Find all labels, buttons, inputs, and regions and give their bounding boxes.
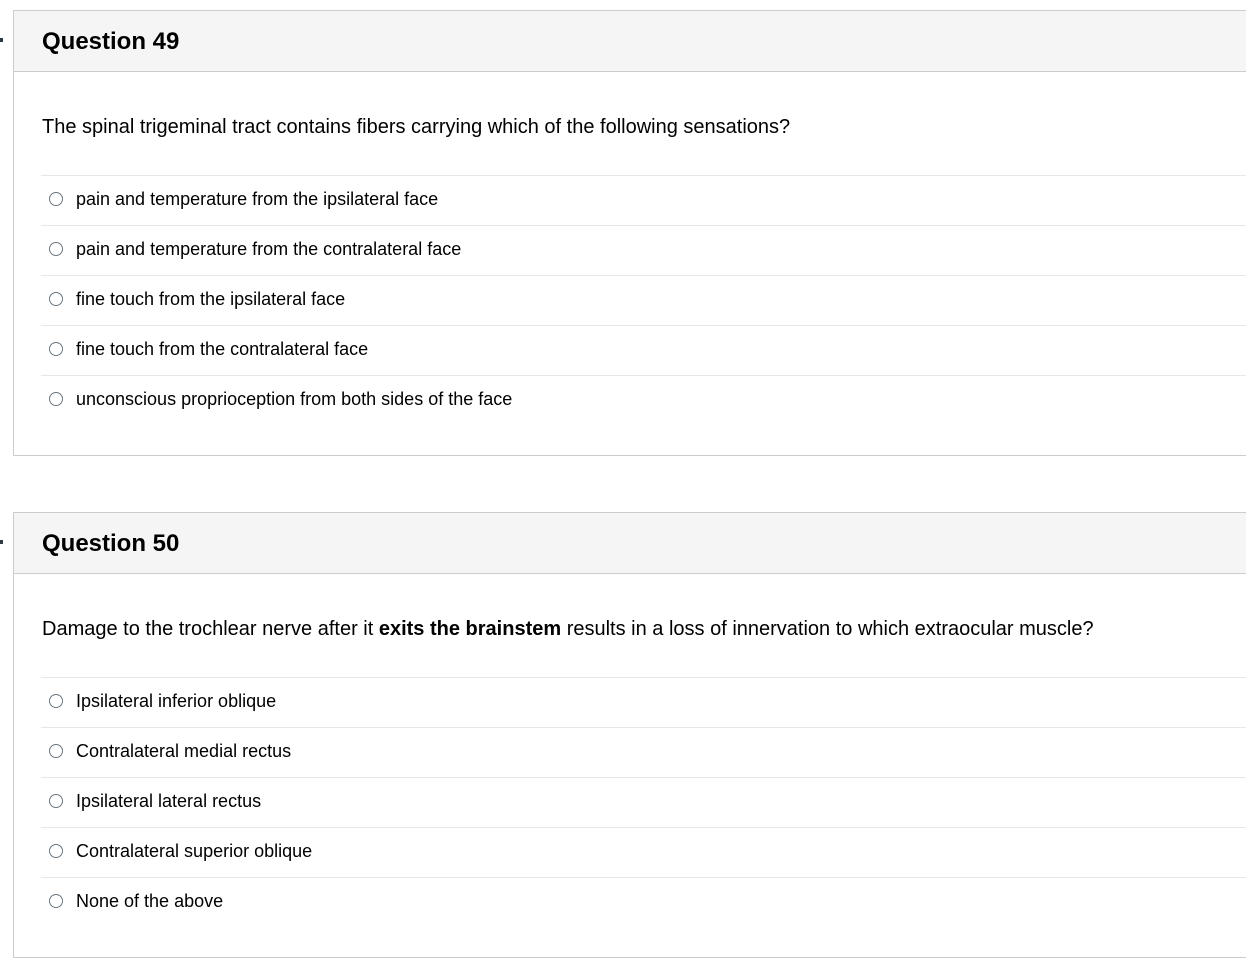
answer-label[interactable]: pain and temperature from the contralateral face bbox=[76, 239, 462, 259]
radio-button[interactable] bbox=[49, 694, 63, 708]
radio-button[interactable] bbox=[49, 794, 63, 808]
question-49-card bbox=[13, 10, 1246, 456]
radio-button[interactable] bbox=[49, 392, 63, 406]
answer-label[interactable]: unconscious proprioception from both sides of the face bbox=[76, 389, 513, 409]
radio-button[interactable] bbox=[49, 292, 63, 306]
question-50-header bbox=[14, 513, 1246, 574]
answer-option[interactable] bbox=[41, 225, 1246, 275]
answer-label[interactable]: fine touch from the contralateral face bbox=[76, 339, 369, 359]
radio-button[interactable] bbox=[49, 894, 63, 908]
answer-label[interactable]: None of the above bbox=[76, 891, 224, 911]
question-49-answers bbox=[41, 175, 1246, 426]
answer-option[interactable] bbox=[41, 677, 1246, 727]
question-49-title: Question 49 bbox=[42, 28, 180, 55]
answer-option[interactable] bbox=[41, 827, 1246, 877]
answer-label[interactable]: Contralateral superior oblique bbox=[76, 841, 313, 861]
question-50-card bbox=[13, 512, 1246, 958]
question-49-text bbox=[42, 114, 790, 140]
question-49-text-part: The spinal trigeminal tract contains fibers carrying which of the following sensations? bbox=[42, 116, 791, 138]
answer-label[interactable]: Ipsilateral inferior oblique bbox=[76, 691, 277, 711]
question-49-edge-marker bbox=[0, 38, 3, 42]
answer-label[interactable]: pain and temperature from the ipsilateral face bbox=[76, 189, 439, 209]
question-50-text bbox=[42, 616, 1094, 642]
question-50-text-part: results in a loss of innervation to which extraocular muscle? bbox=[561, 618, 1094, 640]
question-50-answers bbox=[41, 677, 1246, 928]
question-50-title: Question 50 bbox=[42, 530, 180, 557]
radio-button[interactable] bbox=[49, 844, 63, 858]
question-50-edge-marker bbox=[0, 540, 3, 544]
radio-button[interactable] bbox=[49, 192, 63, 206]
answer-label[interactable]: Ipsilateral lateral rectus bbox=[76, 791, 262, 811]
radio-button[interactable] bbox=[49, 744, 63, 758]
question-50-text-emphasis: exits the brainstem bbox=[378, 618, 562, 640]
question-49-header bbox=[14, 11, 1246, 72]
radio-button[interactable] bbox=[49, 342, 63, 356]
answer-option[interactable] bbox=[41, 777, 1246, 827]
question-50-text-part: Damage to the trochlear nerve after it bbox=[42, 618, 379, 640]
answer-option[interactable] bbox=[41, 175, 1246, 225]
answer-option[interactable] bbox=[41, 325, 1246, 375]
answer-label[interactable]: Contralateral medial rectus bbox=[76, 741, 292, 761]
answer-option[interactable] bbox=[41, 375, 1246, 426]
answer-option[interactable] bbox=[41, 275, 1246, 325]
answer-label[interactable]: fine touch from the ipsilateral face bbox=[76, 289, 346, 309]
radio-button[interactable] bbox=[49, 242, 63, 256]
answer-option[interactable] bbox=[41, 727, 1246, 777]
answer-option[interactable] bbox=[41, 877, 1246, 928]
